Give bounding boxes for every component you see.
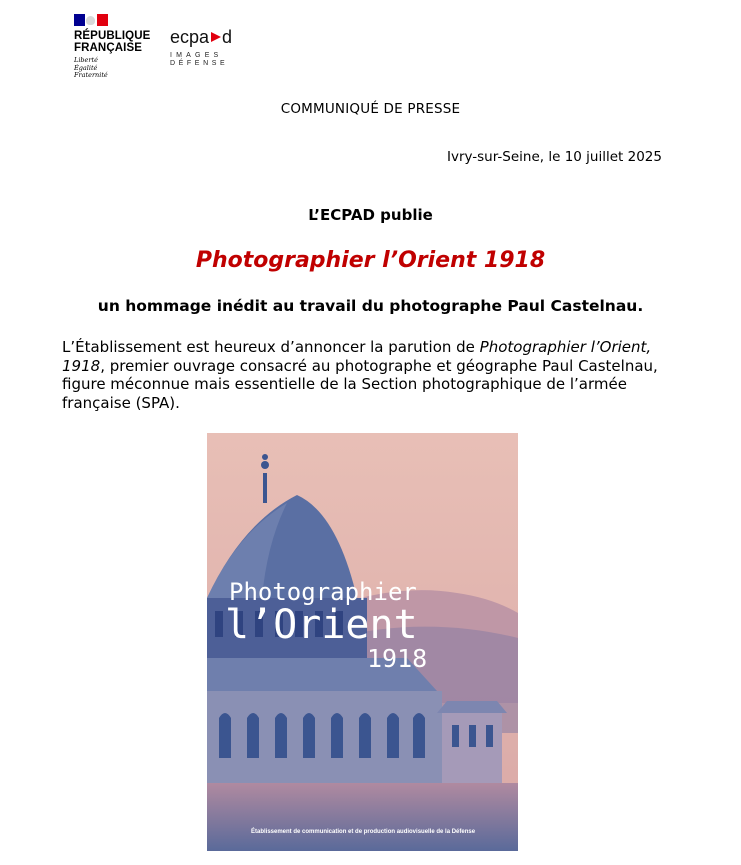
cover-title-line1: Photographier (229, 578, 417, 606)
book-title-inline: Photographier l’Orient, 1918 (62, 338, 652, 375)
republique-francaise-logo (74, 14, 154, 80)
cover-title-year: 1918 (367, 644, 428, 673)
cover-footer: Établissement de communication et de production audiovisuelle de la Défense (251, 829, 476, 835)
press-release-label: COMMUNIQUÉ DE PRESSE (280, 101, 461, 117)
cover-title-line2: l’Orient (225, 602, 418, 648)
body-paragraph: L’Établissement est heureux d’annoncer la parution de Photographier l’Orient, 1918, premier ouvrage consacré au photographe et géographe Paul Castelnau, figure méconnue mais essentielle de la Section photographique de l’armée française (SPA). (62, 338, 658, 412)
ecpad-wordmark: ecpa d (170, 27, 233, 47)
dateline: Ivry-sur-Seine, le 10 juillet 2025 (447, 149, 662, 165)
marianne-flag-icon (74, 14, 108, 26)
play-triangle-icon (211, 32, 221, 42)
ecpad-tagline-images: IMAGES (170, 52, 223, 59)
book-cover-illustration (207, 433, 518, 851)
republic-motto: Liberté Égalité Fraternité (74, 56, 108, 79)
ecpad-tagline-defense: DÉFENSE (170, 60, 229, 67)
book-title: Photographier l’Orient 1918 (195, 248, 546, 273)
republic-name: RÉPUBLIQUE FRANÇAISE (74, 30, 151, 54)
subtitle: un hommage inédit au travail du photographe Paul Castelnau. (97, 297, 644, 315)
book-cover (207, 433, 518, 851)
ecpad-logo (170, 27, 246, 68)
publisher-line: L’ECPAD publie (308, 206, 433, 224)
